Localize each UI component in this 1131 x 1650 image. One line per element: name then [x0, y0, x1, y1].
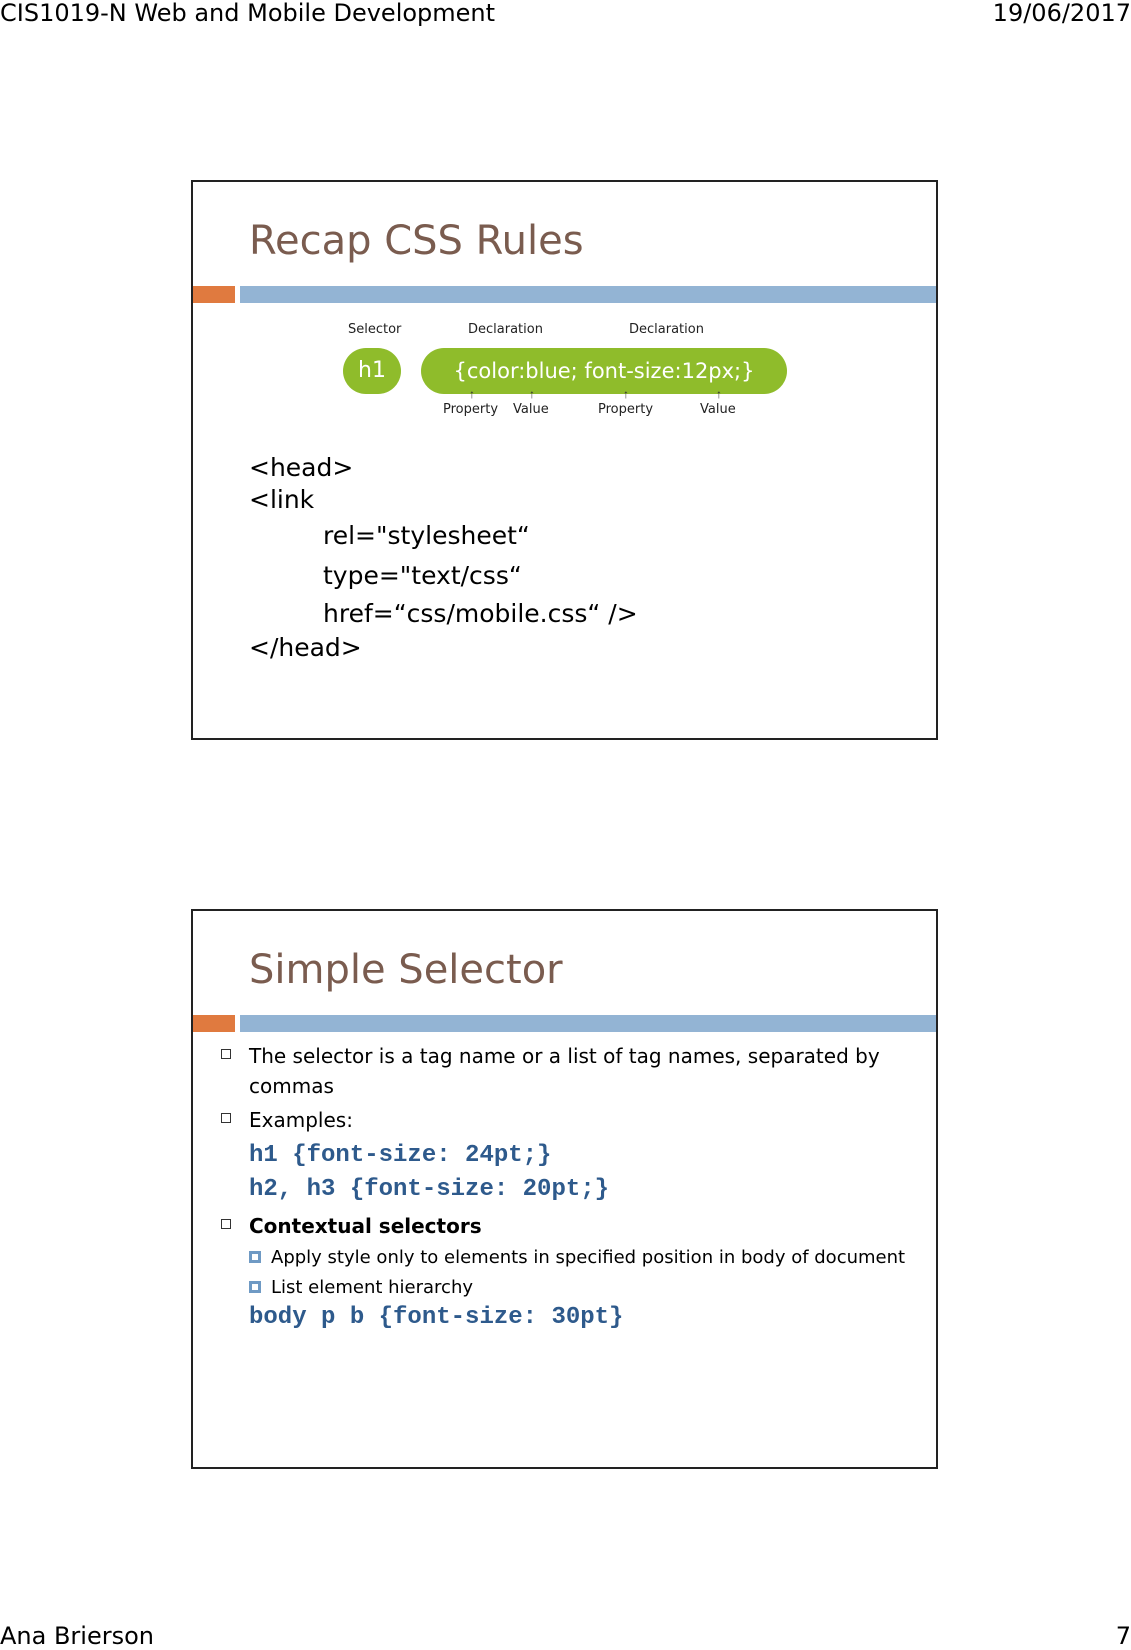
- code-line: </head>: [249, 633, 362, 662]
- title-accent-blue: [240, 1015, 936, 1032]
- code-line: <link: [249, 485, 315, 514]
- title-accent-orange: [193, 286, 235, 303]
- css-rule-diagram: [343, 322, 793, 422]
- sub-list-item: [221, 1245, 911, 1271]
- code-line: href=“css/mobile.css“ />: [323, 599, 638, 628]
- square-bullet-icon: [221, 1113, 231, 1123]
- slide-title: Recap CSS Rules: [249, 218, 584, 264]
- code-line: rel="stylesheet“: [323, 521, 530, 550]
- square-bullet-icon: [221, 1049, 231, 1059]
- code-example: h2, h3 {font-size: 20pt;}: [249, 1176, 610, 1203]
- bullet-text: Examples:: [249, 1108, 353, 1132]
- value-label-1: Value: [513, 402, 549, 417]
- arrow-icon: ↑: [529, 387, 535, 401]
- slide-simple-selector: [191, 909, 938, 1469]
- selector-pill: h1: [343, 348, 401, 394]
- bullet-text: The selector is a tag name or a list of tag names, separated by commas: [249, 1044, 880, 1098]
- header-date: 19/06/2017: [992, 0, 1131, 27]
- code-example: body p b {font-size: 30pt}: [249, 1304, 624, 1331]
- footer-author: Ana Brierson: [0, 1622, 154, 1650]
- square-bullet-icon: [249, 1281, 261, 1293]
- code-example: h1 {font-size: 24pt;}: [249, 1142, 552, 1169]
- title-accent-blue: [240, 286, 936, 303]
- arrow-icon: ↑: [469, 387, 475, 401]
- property-label-2: Property: [598, 402, 654, 417]
- bullet-text: Contextual selectors: [249, 1214, 482, 1238]
- title-accent-orange: [193, 1015, 235, 1032]
- slide-title: Simple Selector: [249, 947, 563, 993]
- square-bullet-icon: [249, 1251, 261, 1263]
- code-line: type="text/css“: [323, 561, 522, 590]
- bullet-text: List element hierarchy: [271, 1277, 474, 1298]
- arrow-icon: ↑: [716, 387, 722, 401]
- slide-recap-css-rules: [191, 180, 938, 740]
- list-item: [221, 1041, 911, 1101]
- list-item: [221, 1105, 911, 1135]
- bullet-list: [221, 1041, 911, 1335]
- property-label-1: Property: [443, 402, 499, 417]
- list-item: [221, 1211, 911, 1241]
- declaration-label-1: Declaration: [468, 322, 543, 337]
- selector-label: Selector: [348, 322, 402, 337]
- declaration-pill: {color:blue; font-size:12px;}: [421, 348, 787, 394]
- bullet-text: Apply style only to elements in specified position in body of document: [271, 1247, 906, 1268]
- footer-page-number: 7: [1115, 1622, 1131, 1650]
- declaration-label-2: Declaration: [629, 322, 704, 337]
- square-bullet-icon: [221, 1219, 231, 1229]
- sub-list-item: [221, 1275, 911, 1301]
- header-course: CIS1019-N Web and Mobile Development: [0, 0, 496, 27]
- arrow-icon: ↑: [623, 387, 629, 401]
- value-label-2: Value: [700, 402, 736, 417]
- link-code-example: [249, 452, 638, 664]
- code-line: <head>: [249, 453, 354, 482]
